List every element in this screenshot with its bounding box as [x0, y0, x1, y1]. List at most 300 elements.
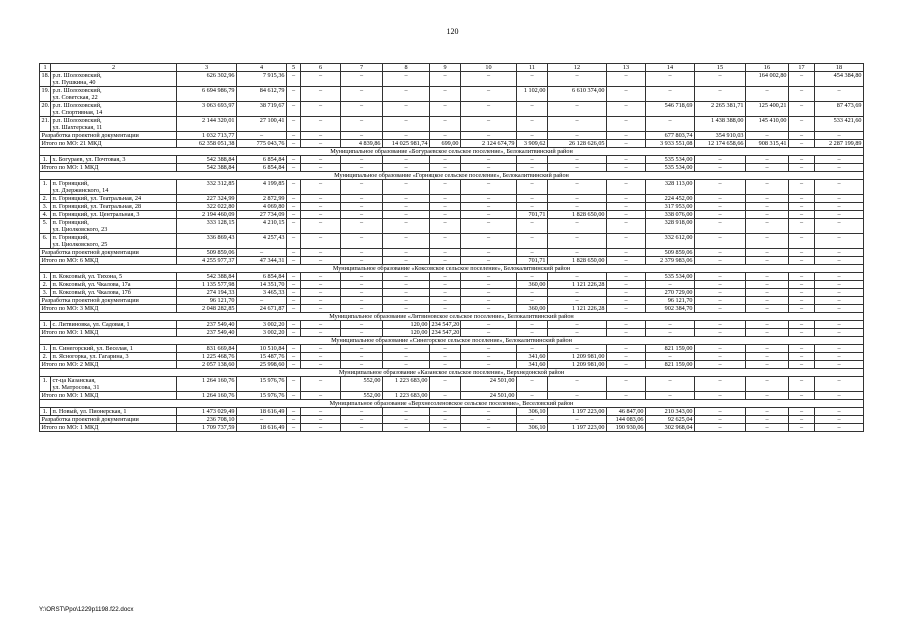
summary-label: Итого по МО: 21 МКД [40, 140, 177, 148]
address-cell: п. Коксовый, ул. Чкалова, 17а [51, 281, 177, 289]
value-cell: – [789, 87, 815, 102]
summary-row [40, 305, 864, 313]
value-cell: 3 002,20 [237, 329, 287, 337]
summary-label: Итого по МО: 1 МКД [40, 424, 177, 432]
value-cell: – [430, 180, 461, 195]
value-cell: – [607, 329, 646, 337]
value-cell: – [695, 361, 746, 369]
value-cell: 1 223 683,00 [383, 392, 430, 400]
row-number: 20. [40, 102, 51, 117]
value-cell: – [746, 353, 789, 361]
value-cell: – [383, 424, 430, 432]
value-cell: – [430, 132, 461, 140]
value-cell: – [287, 164, 301, 172]
value-cell: 15 487,76 [237, 353, 287, 361]
column-number: 1 [40, 64, 51, 72]
value-cell: – [237, 416, 287, 424]
value-cell: 92 625,04 [646, 416, 695, 424]
value-cell: – [517, 180, 548, 195]
value-cell: – [815, 281, 864, 289]
value-cell: – [695, 211, 746, 219]
value-cell: – [517, 164, 548, 172]
value-cell: 3 002,20 [237, 321, 287, 329]
value-cell: 1 135 577,98 [177, 281, 237, 289]
value-cell: – [430, 234, 461, 249]
value-cell: 454 384,80 [815, 72, 864, 87]
row-number: 2. [40, 195, 51, 203]
value-cell: – [607, 164, 646, 172]
value-cell: 1 121 226,28 [548, 305, 607, 313]
value-cell: – [430, 305, 461, 313]
value-cell: – [461, 211, 517, 219]
value-cell: 699,00 [430, 140, 461, 148]
value-cell: – [341, 297, 383, 305]
value-cell: – [237, 249, 287, 257]
value-cell: – [341, 289, 383, 297]
value-cell: 190 930,06 [607, 424, 646, 432]
value-cell: – [607, 249, 646, 257]
value-cell: – [287, 361, 301, 369]
value-cell: – [607, 72, 646, 87]
table-row [40, 117, 864, 132]
value-cell: – [461, 353, 517, 361]
value-cell: – [341, 345, 383, 353]
file-path-footer: Y:\ORST\Ppo\1229p1198.f22.docx [39, 606, 134, 613]
value-cell: – [789, 102, 815, 117]
value-cell: – [646, 72, 695, 87]
value-cell: 1 209 981,00 [548, 361, 607, 369]
value-cell: – [287, 87, 301, 102]
value-cell: 775 043,76 [237, 140, 287, 148]
value-cell: – [430, 195, 461, 203]
housing-repair-table [39, 63, 864, 432]
value-cell: – [383, 72, 430, 87]
value-cell: 210 343,00 [646, 408, 695, 416]
value-cell: – [607, 180, 646, 195]
value-cell: – [815, 416, 864, 424]
value-cell: – [746, 416, 789, 424]
value-cell: – [607, 289, 646, 297]
value-cell: – [607, 377, 646, 392]
value-cell: – [815, 132, 864, 140]
municipality-header-row [40, 337, 864, 345]
value-cell: – [815, 424, 864, 432]
column-number: 15 [695, 64, 746, 72]
value-cell: – [695, 424, 746, 432]
value-cell: – [746, 257, 789, 265]
value-cell: 3 465,33 [237, 289, 287, 297]
value-cell: 4 257,43 [237, 234, 287, 249]
value-cell: – [789, 249, 815, 257]
value-cell: – [430, 72, 461, 87]
value-cell: – [607, 219, 646, 234]
value-cell: – [695, 203, 746, 211]
value-cell: 509 859,06 [177, 249, 237, 257]
value-cell: – [461, 249, 517, 257]
value-cell: – [815, 361, 864, 369]
value-cell: – [517, 102, 548, 117]
value-cell: 902 384,70 [646, 305, 695, 313]
value-cell: – [341, 416, 383, 424]
summary-row [40, 424, 864, 432]
value-cell: – [430, 408, 461, 416]
value-cell: 4 199,85 [237, 180, 287, 195]
row-number: 6. [40, 234, 51, 249]
value-cell: – [341, 156, 383, 164]
value-cell: – [301, 249, 341, 257]
value-cell: – [746, 305, 789, 313]
value-cell: – [695, 219, 746, 234]
value-cell: 270 729,00 [646, 289, 695, 297]
value-cell: – [607, 156, 646, 164]
column-number: 16 [746, 64, 789, 72]
address-cell: п. Горняцкий, ул. Театральная, 24 [51, 195, 177, 203]
municipality-header-row [40, 265, 864, 273]
value-cell: – [301, 132, 341, 140]
value-cell: – [383, 132, 430, 140]
address-cell: р.п. Шолоховский, ул. Советская, 22 [51, 87, 177, 102]
value-cell: 24 501,00 [461, 392, 517, 400]
value-cell: – [301, 117, 341, 132]
value-cell: – [746, 219, 789, 234]
value-cell: – [695, 353, 746, 361]
value-cell: – [548, 219, 607, 234]
value-cell: – [461, 203, 517, 211]
value-cell: – [287, 156, 301, 164]
value-cell: – [815, 219, 864, 234]
value-cell: 1 102,00 [517, 87, 548, 102]
value-cell: 96 121,70 [177, 297, 237, 305]
value-cell: – [548, 132, 607, 140]
value-cell: – [287, 140, 301, 148]
value-cell: 14 351,70 [237, 281, 287, 289]
value-cell: – [287, 281, 301, 289]
value-cell: – [430, 289, 461, 297]
value-cell: – [383, 297, 430, 305]
value-cell: – [341, 353, 383, 361]
value-cell: 333 128,15 [177, 219, 237, 234]
value-cell: – [237, 297, 287, 305]
address-cell: п. Синегорский, ул. Веселая, 1 [51, 345, 177, 353]
value-cell: – [517, 249, 548, 257]
value-cell: – [301, 377, 341, 392]
value-cell: – [789, 361, 815, 369]
value-cell: – [789, 408, 815, 416]
value-cell: – [430, 117, 461, 132]
value-cell: – [383, 257, 430, 265]
value-cell: 47 344,31 [237, 257, 287, 265]
value-cell: – [815, 377, 864, 392]
value-cell: – [430, 281, 461, 289]
value-cell: – [461, 281, 517, 289]
value-cell: – [461, 234, 517, 249]
municipality-header-row [40, 148, 864, 156]
value-cell: – [301, 321, 341, 329]
value-cell: 1 264 160,76 [177, 377, 237, 392]
value-cell: – [461, 156, 517, 164]
value-cell: 542 388,84 [177, 156, 237, 164]
value-cell: – [383, 211, 430, 219]
row-number: 1. [40, 273, 51, 281]
value-cell: 14 025 981,74 [383, 140, 430, 148]
value-cell: – [646, 353, 695, 361]
value-cell: 236 708,10 [177, 416, 237, 424]
value-cell: 821 159,00 [646, 345, 695, 353]
value-cell: 24 501,00 [461, 377, 517, 392]
value-cell: – [746, 180, 789, 195]
value-cell: – [517, 273, 548, 281]
value-cell: – [383, 408, 430, 416]
value-cell: – [341, 321, 383, 329]
value-cell: – [789, 195, 815, 203]
municipality-header-row [40, 369, 864, 377]
value-cell: – [430, 273, 461, 281]
value-cell: – [789, 305, 815, 313]
value-cell: 535 534,00 [646, 164, 695, 172]
value-cell: – [341, 234, 383, 249]
value-cell: 120,00 [383, 329, 430, 337]
value-cell: – [301, 156, 341, 164]
value-cell: – [430, 203, 461, 211]
value-cell: – [815, 329, 864, 337]
column-number: 9 [430, 64, 461, 72]
value-cell: – [607, 392, 646, 400]
summary-row [40, 257, 864, 265]
value-cell: – [341, 257, 383, 265]
value-cell: – [789, 72, 815, 87]
value-cell: 18 616,49 [237, 408, 287, 416]
table-row [40, 234, 864, 249]
value-cell: – [430, 392, 461, 400]
value-cell: – [746, 156, 789, 164]
value-cell: 4 210,15 [237, 219, 287, 234]
column-number-row [40, 64, 864, 72]
value-cell: – [548, 321, 607, 329]
value-cell: 4 069,80 [237, 203, 287, 211]
row-number: 19. [40, 87, 51, 102]
table-row [40, 273, 864, 281]
value-cell: 552,00 [341, 392, 383, 400]
value-cell: – [383, 203, 430, 211]
value-cell: – [287, 211, 301, 219]
value-cell: – [815, 164, 864, 172]
value-cell: – [695, 329, 746, 337]
summary-row [40, 329, 864, 337]
summary-label: Разработка проектной документации [40, 297, 177, 305]
value-cell: 509 859,06 [646, 249, 695, 257]
value-cell: 908 315,41 [746, 140, 789, 148]
value-cell: – [383, 102, 430, 117]
value-cell: – [287, 392, 301, 400]
value-cell: 2 124 674,79 [461, 140, 517, 148]
value-cell: – [746, 345, 789, 353]
value-cell: 821 159,00 [646, 361, 695, 369]
value-cell: – [548, 102, 607, 117]
municipality-name: Муниципальное образование «Богураевское сельское поселение», Белокалитвинский район [40, 148, 864, 156]
row-number: 21. [40, 117, 51, 132]
value-cell: – [383, 289, 430, 297]
value-cell: 2 379 983,06 [646, 257, 695, 265]
value-cell: – [287, 102, 301, 117]
column-number: 10 [461, 64, 517, 72]
value-cell: 1 438 388,00 [695, 117, 746, 132]
value-cell: – [341, 195, 383, 203]
value-cell: 237 549,40 [177, 329, 237, 337]
value-cell: – [301, 329, 341, 337]
value-cell: – [789, 117, 815, 132]
value-cell: – [287, 117, 301, 132]
summary-label: Разработка проектной документации [40, 132, 177, 140]
value-cell: 328 113,00 [646, 180, 695, 195]
value-cell: – [789, 329, 815, 337]
value-cell: – [287, 305, 301, 313]
value-cell: – [383, 353, 430, 361]
value-cell: – [287, 416, 301, 424]
value-cell: 535 534,00 [646, 273, 695, 281]
value-cell: – [695, 156, 746, 164]
value-cell: – [607, 273, 646, 281]
value-cell: – [461, 87, 517, 102]
value-cell: – [548, 180, 607, 195]
value-cell: 831 669,84 [177, 345, 237, 353]
value-cell: – [695, 416, 746, 424]
value-cell: – [695, 164, 746, 172]
value-cell: – [789, 321, 815, 329]
address-cell: п. Ясногорка, ул. Гагарина, 3 [51, 353, 177, 361]
value-cell: – [461, 424, 517, 432]
value-cell: – [341, 180, 383, 195]
value-cell: 237 549,40 [177, 321, 237, 329]
value-cell: – [517, 289, 548, 297]
value-cell: – [430, 156, 461, 164]
value-cell: – [383, 164, 430, 172]
summary-row [40, 132, 864, 140]
value-cell: 2 287 199,89 [815, 140, 864, 148]
value-cell: – [548, 345, 607, 353]
value-cell: – [430, 416, 461, 424]
value-cell: – [341, 305, 383, 313]
value-cell: – [815, 408, 864, 416]
address-cell: р.п. Шолоховский, ул. Пушкина, 40 [51, 72, 177, 87]
value-cell: – [746, 164, 789, 172]
table-row [40, 281, 864, 289]
summary-label: Разработка проектной документации [40, 416, 177, 424]
table-row [40, 377, 864, 392]
value-cell: – [301, 87, 341, 102]
value-cell: – [430, 249, 461, 257]
value-cell: 542 388,84 [177, 164, 237, 172]
value-cell: – [383, 180, 430, 195]
value-cell: – [287, 297, 301, 305]
value-cell: 3 063 693,97 [177, 102, 237, 117]
value-cell: – [430, 87, 461, 102]
value-cell: – [695, 408, 746, 416]
value-cell: – [746, 234, 789, 249]
value-cell: 701,71 [517, 257, 548, 265]
address-cell: п. Коксовый, ул. Тихона, 5 [51, 273, 177, 281]
value-cell: – [646, 321, 695, 329]
value-cell: – [301, 164, 341, 172]
value-cell: – [746, 289, 789, 297]
value-cell: – [746, 249, 789, 257]
value-cell: – [789, 203, 815, 211]
value-cell: – [287, 203, 301, 211]
value-cell: 1 828 650,00 [548, 257, 607, 265]
row-number: 2. [40, 353, 51, 361]
value-cell: 10 510,84 [237, 345, 287, 353]
column-number: 12 [548, 64, 607, 72]
table-row [40, 289, 864, 297]
column-number: 4 [237, 64, 287, 72]
value-cell: – [815, 321, 864, 329]
value-cell: – [287, 234, 301, 249]
value-cell: 322 022,80 [177, 203, 237, 211]
value-cell: 12 174 658,66 [695, 140, 746, 148]
value-cell: – [383, 273, 430, 281]
value-cell: 25 998,60 [237, 361, 287, 369]
value-cell: 3 909,62 [517, 140, 548, 148]
value-cell: – [646, 117, 695, 132]
value-cell: – [383, 249, 430, 257]
value-cell: 274 194,33 [177, 289, 237, 297]
value-cell: – [548, 273, 607, 281]
value-cell: – [301, 281, 341, 289]
value-cell: – [646, 281, 695, 289]
value-cell: – [301, 195, 341, 203]
value-cell: 144 083,06 [607, 416, 646, 424]
value-cell: – [695, 249, 746, 257]
row-number: 1. [40, 408, 51, 416]
value-cell: 2 872,99 [237, 195, 287, 203]
value-cell: – [430, 102, 461, 117]
table-row [40, 156, 864, 164]
value-cell: – [301, 211, 341, 219]
value-cell: 552,00 [341, 377, 383, 392]
municipality-name: Муниципальное образование «Казанское сельское поселение», Верхнедонской район [40, 369, 864, 377]
address-cell: п. Горняцкий, ул. Циолковского, 25 [51, 234, 177, 249]
value-cell: – [341, 102, 383, 117]
value-cell: – [746, 424, 789, 432]
value-cell: – [341, 211, 383, 219]
value-cell: – [461, 117, 517, 132]
value-cell: – [607, 132, 646, 140]
value-cell: – [341, 249, 383, 257]
value-cell: – [430, 211, 461, 219]
value-cell: – [461, 416, 517, 424]
value-cell: 15 976,76 [237, 377, 287, 392]
value-cell: – [301, 219, 341, 234]
address-cell: п. Горняцкий, ул. Дзержинского, 14 [51, 180, 177, 195]
value-cell: 120,00 [383, 321, 430, 329]
row-number: 1. [40, 345, 51, 353]
table-row [40, 408, 864, 416]
value-cell: 317 953,00 [646, 203, 695, 211]
summary-label: Итого по МО: 1 МКД [40, 164, 177, 172]
value-cell: – [301, 257, 341, 265]
address-cell: п. Горняцкий, ул. Центральная, 3 [51, 211, 177, 219]
value-cell: – [287, 289, 301, 297]
page-number: 120 [446, 27, 459, 36]
value-cell: – [301, 416, 341, 424]
table-row [40, 87, 864, 102]
value-cell: 338 076,00 [646, 211, 695, 219]
summary-row [40, 416, 864, 424]
value-cell: – [517, 195, 548, 203]
value-cell: – [789, 164, 815, 172]
value-cell: – [461, 408, 517, 416]
value-cell: 7 915,36 [237, 72, 287, 87]
value-cell: – [746, 203, 789, 211]
